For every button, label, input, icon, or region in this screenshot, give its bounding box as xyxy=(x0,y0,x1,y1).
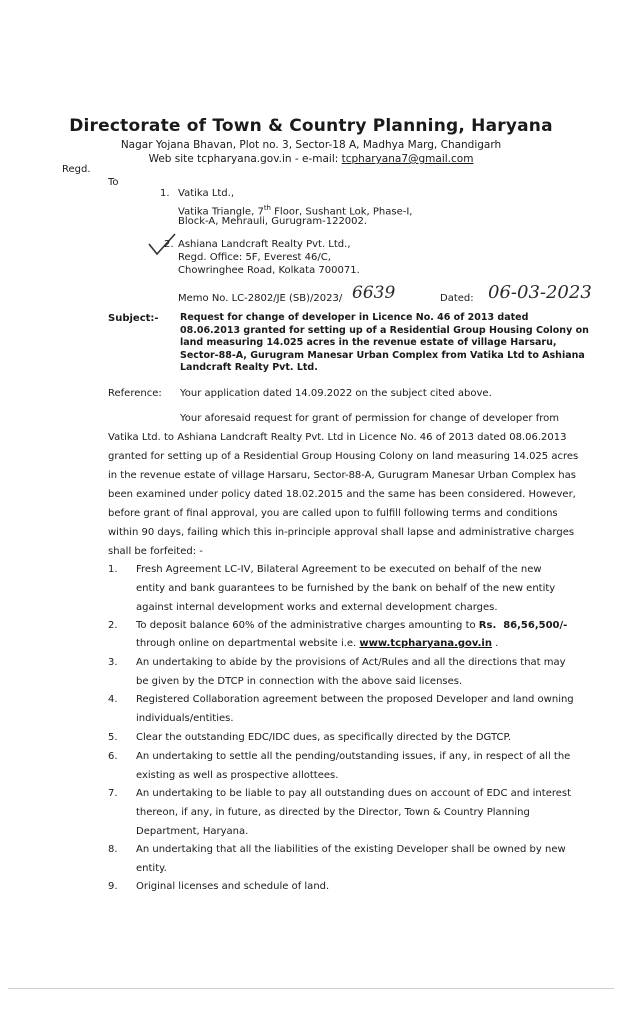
body-line: Vatika Ltd. to Ashiana Landcraft Realty Pvt. Ltd in Licence No. 46 of 2013 dated 08.06.2013 xyxy=(108,432,567,443)
condition-number: 1. xyxy=(108,564,118,575)
subject-line: 08.06.2013 granted for setting up of a Residential Group Housing Colony on xyxy=(180,324,589,336)
addressee-2-line: Regd. Office: 5F, Everest 46/C, xyxy=(178,252,331,263)
addressee-2-line: Ashiana Landcraft Realty Pvt. Ltd., xyxy=(178,239,351,250)
to-label: To xyxy=(108,177,119,188)
condition-number: 8. xyxy=(108,844,118,855)
condition-line: Fresh Agreement LC-IV, Bilateral Agreement to be executed on behalf of the new xyxy=(136,564,542,575)
memo-number-label: Memo No. LC-2802/JE (SB)/2023/ xyxy=(178,293,343,304)
addressee-1-number: 1. xyxy=(160,188,170,199)
condition-line: Original licenses and schedule of land. xyxy=(136,881,330,892)
condition-line: through online on departmental website i.e. www.tcpharyana.gov.in . xyxy=(136,638,499,649)
addressee-2-line: Chowringhee Road, Kolkata 700071. xyxy=(178,265,360,276)
body-line: Your aforesaid request for grant of permission for change of developer from xyxy=(180,413,559,424)
body-line: been examined under policy dated 18.02.2015 and the same has been considered. However, xyxy=(108,489,576,500)
condition-line: An undertaking to abide by the provisions of Act/Rules and all the directions that may xyxy=(136,657,566,668)
subject-line: Request for change of developer in Licence No. 46 of 2013 dated xyxy=(180,312,529,323)
condition-line: An undertaking to be liable to pay all outstanding dues on account of EDC and interest xyxy=(136,788,572,799)
reference-label: Reference: xyxy=(108,388,162,399)
website-link[interactable]: www.tcpharyana.gov.in xyxy=(359,638,492,649)
body-line: shall be forfeited: - xyxy=(108,546,203,557)
condition-number: 2. xyxy=(108,620,118,631)
letterhead-title: Directorate of Town & Country Planning, Haryana xyxy=(69,116,553,136)
scan-edge-divider xyxy=(8,988,614,989)
condition-line: entity and bank guarantees to be furnished by the bank on behalf of the new entity xyxy=(136,583,556,594)
dated-label: Dated: xyxy=(440,293,474,304)
addressee-2-number: 2. xyxy=(164,239,174,250)
reference-text: Your application dated 14.09.2022 on the subject cited above. xyxy=(180,388,492,399)
condition-number: 7. xyxy=(108,788,118,799)
checkmark-icon xyxy=(147,232,179,256)
subject-text xyxy=(180,312,589,375)
subject-line: land measuring 14.025 acres in the revenue estate of village Harsaru, xyxy=(180,337,557,348)
condition-line: Department, Haryana. xyxy=(136,826,249,837)
addressee-1-line: Block-A, Mehrauli, Gurugram-122002. xyxy=(178,216,368,227)
body-line: within 90 days, failing which this in-principle approval shall lapse and administrative charges xyxy=(108,527,575,538)
condition-line: Registered Collaboration agreement between the proposed Developer and land owning xyxy=(136,694,574,705)
condition-line: be given by the DTCP in connection with the above said licenses. xyxy=(136,676,463,687)
condition-line: individuals/entities. xyxy=(136,713,234,724)
subject-label: Subject:- xyxy=(108,313,159,324)
subject-line: Sector-88-A, Gurugram Manesar Urban Complex from Vatika Ltd to Ashiana xyxy=(180,349,585,361)
regd-label: Regd. xyxy=(62,164,91,175)
condition-line: against internal development works and external development charges. xyxy=(136,602,498,613)
body-line: before grant of final approval, you are called upon to fulfill following terms and conditions xyxy=(108,508,558,519)
condition-line: An undertaking to settle all the pending/outstanding issues, if any, in respect of all the xyxy=(136,751,571,762)
condition-line: entity. xyxy=(136,863,167,874)
condition-number: 3. xyxy=(108,657,118,668)
condition-line: An undertaking that all the liabilities of the existing Developer shall be owned by new xyxy=(136,844,566,855)
memo-handwritten-number: 6639 xyxy=(352,283,396,303)
addressee-1-line: Vatika Triangle, 7th Floor, Sushant Lok, Phase-I, xyxy=(178,204,413,218)
addressee-1-line: Vatika Ltd., xyxy=(178,188,235,199)
handwritten-date: 06-03-2023 xyxy=(488,282,592,303)
letterhead-address: Nagar Yojana Bhavan, Plot no. 3, Sector-18 A, Madhya Marg, Chandigarh xyxy=(120,139,502,151)
email-link[interactable]: tcpharyana7@gmail.com xyxy=(341,153,474,165)
condition-line: To deposit balance 60% of the administrative charges amounting to Rs. 86,56,500/- xyxy=(136,620,568,631)
condition-line: thereon, if any, in future, as directed by the Director, Town & Country Planning xyxy=(136,807,530,818)
condition-number: 5. xyxy=(108,732,118,743)
condition-number: 6. xyxy=(108,751,118,762)
body-line: granted for setting up of a Residential Group Housing Colony on land measuring 14.025 acres xyxy=(108,451,579,462)
subject-line: Landcraft Realty Pvt. Ltd. xyxy=(180,362,318,373)
condition-number: 9. xyxy=(108,881,118,892)
condition-line: Clear the outstanding EDC/IDC dues, as specifically directed by the DGTCP. xyxy=(136,732,512,743)
condition-number: 4. xyxy=(108,694,118,705)
letterhead-contact xyxy=(0,153,622,165)
condition-line: existing as well as prospective allottees. xyxy=(136,770,339,781)
website-text: Web site tcpharyana.gov.in - e-mail: xyxy=(148,153,342,165)
body-line: in the revenue estate of village Harsaru, Sector-88-A, Gurugram Manesar Urban Complex has xyxy=(108,470,576,481)
